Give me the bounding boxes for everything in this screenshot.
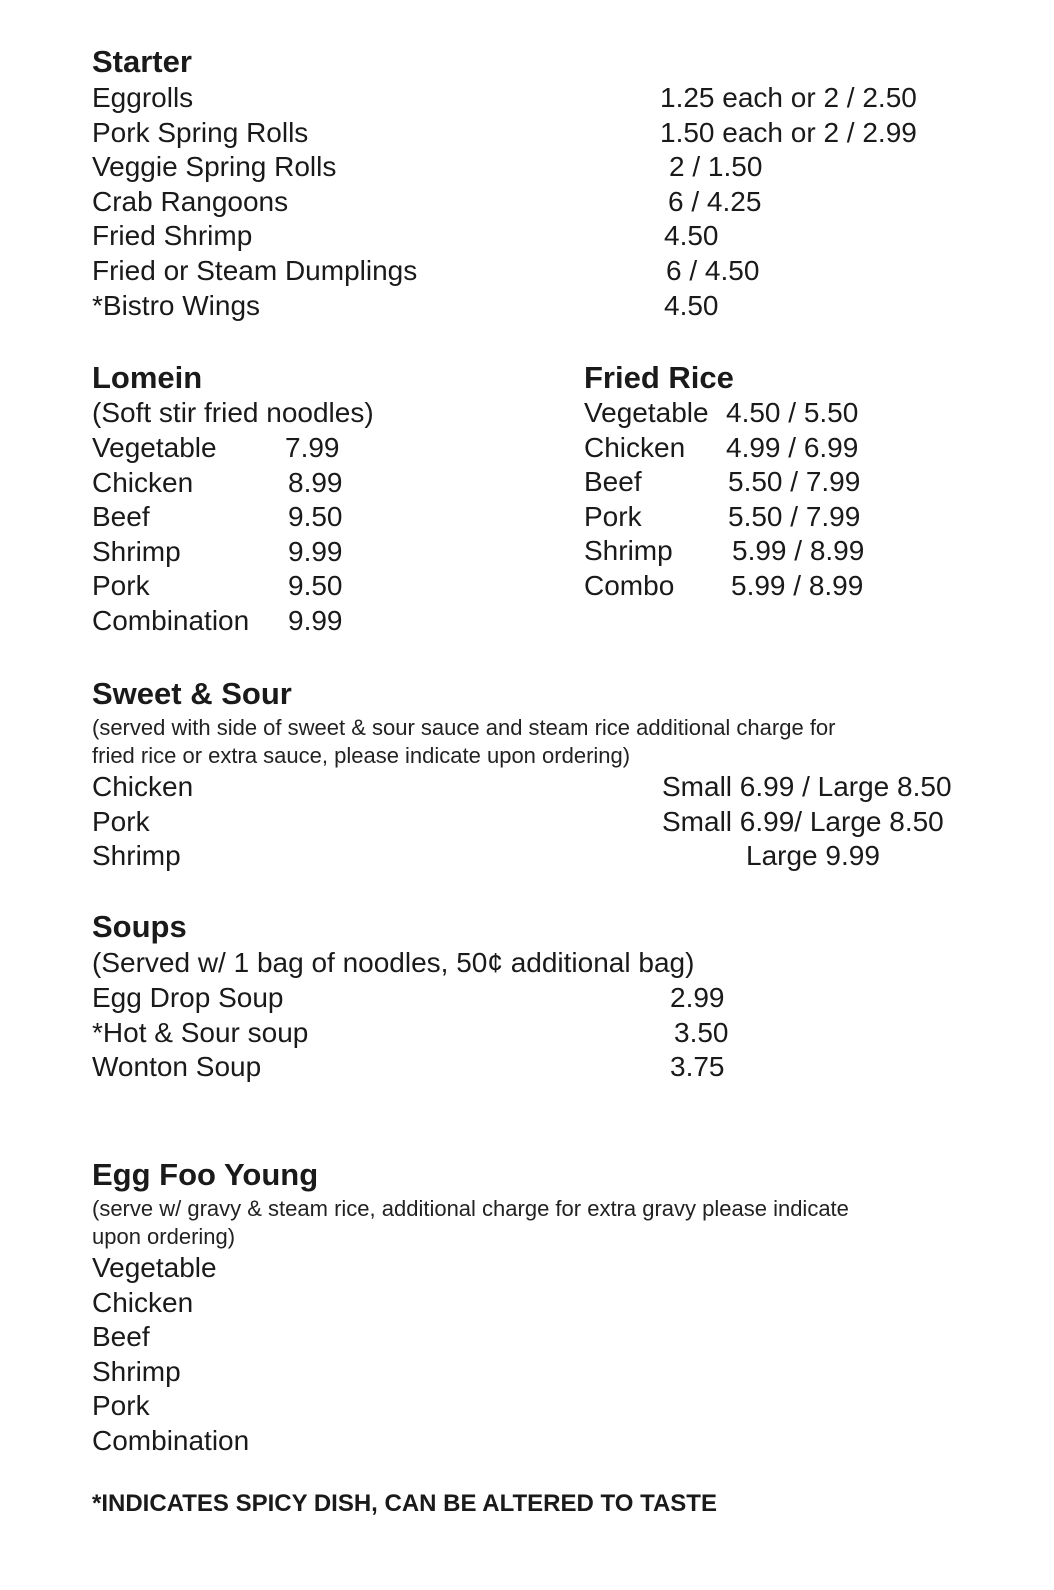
menu-item-price: 6 / 4.50 xyxy=(666,254,760,286)
fried-rice-item-names xyxy=(584,396,709,604)
soups-item-prices xyxy=(670,981,729,1085)
menu-item-name: Chicken xyxy=(584,431,686,463)
menu-item-price: 9.50 xyxy=(288,501,343,533)
menu-item-name: Crab Rangoons xyxy=(92,185,289,217)
sweet-sour-item-prices xyxy=(662,770,952,874)
menu-item-price: 4.50 xyxy=(664,220,719,252)
menu-item-name: Beef xyxy=(92,1321,150,1353)
menu-item-name: Vegetable xyxy=(584,397,709,428)
menu-item-price: 5.50 / 7.99 xyxy=(728,500,861,532)
menu-item-name: Pork xyxy=(92,1390,150,1422)
menu-item-price: 3.75 xyxy=(670,1051,725,1083)
menu-item-name: Combination xyxy=(92,1424,250,1456)
menu-item-price: Small 6.99 / Large 8.50 xyxy=(662,771,952,802)
lomein-item-prices xyxy=(285,431,343,639)
menu-item-name: Egg Drop Soup xyxy=(92,982,284,1013)
menu-item-name: Shrimp xyxy=(584,535,673,567)
section-note-lomein: (Soft stir fried noodles) xyxy=(92,397,374,428)
section-title-lomein: Lomein xyxy=(92,360,203,395)
menu-item-name: Combo xyxy=(584,569,675,601)
soups-item-names xyxy=(92,981,308,1085)
menu-item-price: 4.99 / 6.99 xyxy=(726,431,859,463)
section-title-fried-rice: Fried Rice xyxy=(584,360,734,395)
menu-item-price: 5.99 / 8.99 xyxy=(731,569,864,601)
menu-item-price: Large 9.99 xyxy=(746,840,880,872)
menu-item-name: Vegetable xyxy=(92,432,217,463)
lomein-item-names xyxy=(92,431,249,639)
menu-item-name: *Hot & Sour soup xyxy=(92,1016,309,1048)
menu-item-name: Combination xyxy=(92,604,250,636)
section-note-soups: (Served w/ 1 bag of noodles, 50¢ additional bag) xyxy=(92,947,695,978)
menu-item-price: 6 / 4.25 xyxy=(668,185,762,217)
menu-item-price: 8.99 xyxy=(288,466,343,498)
menu-item-name: Veggie Spring Rolls xyxy=(92,151,337,183)
menu-item-name: Pork xyxy=(92,570,150,602)
menu-item-name: *Bistro Wings xyxy=(92,289,261,321)
menu-item-price: 1.25 each or 2 / 2.50 xyxy=(660,82,917,113)
menu-item-price: 4.50 / 5.50 xyxy=(726,397,859,428)
menu-item-price: 9.99 xyxy=(288,535,343,567)
section-title-sweet-sour: Sweet & Sour xyxy=(92,676,292,711)
section-note-sweet-sour-line2: fried rice or extra sauce, please indicate upon ordering) xyxy=(92,743,631,768)
menu-item-name: Shrimp xyxy=(92,1355,181,1387)
section-title-soups: Soups xyxy=(92,909,187,944)
starter-item-names xyxy=(92,81,417,323)
menu-item-name: Pork xyxy=(584,500,642,532)
menu-item-price: 3.50 xyxy=(674,1016,729,1048)
menu-item-price: 1.50 each or 2 / 2.99 xyxy=(660,116,917,148)
section-title-egg-foo-young: Egg Foo Young xyxy=(92,1157,319,1192)
section-title-starter: Starter xyxy=(92,44,192,79)
egg-foo-young-item-names xyxy=(92,1251,249,1459)
fried-rice-item-prices xyxy=(726,396,864,604)
menu-item-price: Small 6.99/ Large 8.50 xyxy=(662,805,944,837)
menu-item-name: Shrimp xyxy=(92,840,181,872)
menu-item-name: Vegetable xyxy=(92,1252,217,1283)
menu-item-name: Chicken xyxy=(92,1286,194,1318)
menu-item-name: Chicken xyxy=(92,466,194,498)
section-note-sweet-sour-line1: (served with side of sweet & sour sauce and steam rice additional charge for xyxy=(92,715,836,740)
menu-item-price: 7.99 xyxy=(285,432,340,463)
section-note-egg-foo-young-line1: (serve w/ gravy & steam rice, additional charge for extra gravy please indicate xyxy=(92,1196,849,1221)
menu-item-name: Pork Spring Rolls xyxy=(92,116,309,148)
menu-item-name: Pork xyxy=(92,805,150,837)
menu-item-name: Beef xyxy=(92,501,150,533)
menu-item-name: Wonton Soup xyxy=(92,1051,262,1083)
spicy-footnote: *INDICATES SPICY DISH, CAN BE ALTERED TO TASTE xyxy=(92,1490,717,1517)
menu-item-name: Beef xyxy=(584,466,642,498)
menu-item-price: 5.99 / 8.99 xyxy=(732,535,865,567)
menu-item-name: Fried Shrimp xyxy=(92,220,253,252)
menu-item-name: Fried or Steam Dumplings xyxy=(92,254,418,286)
starter-item-prices xyxy=(660,81,917,323)
menu-item-price: 2.99 xyxy=(670,982,725,1013)
section-note-egg-foo-young-line2: upon ordering) xyxy=(92,1224,236,1249)
menu-item-name: Shrimp xyxy=(92,535,181,567)
menu-item-price: 4.50 xyxy=(664,289,719,321)
menu-item-price: 5.50 / 7.99 xyxy=(728,466,861,498)
menu-item-price: 9.99 xyxy=(288,604,343,636)
menu-item-price: 9.50 xyxy=(288,570,343,602)
menu-item-name: Eggrolls xyxy=(92,82,194,113)
menu-item-name: Chicken xyxy=(92,771,194,802)
sweet-sour-item-names xyxy=(92,770,193,874)
menu-item-price: 2 / 1.50 xyxy=(669,151,763,183)
